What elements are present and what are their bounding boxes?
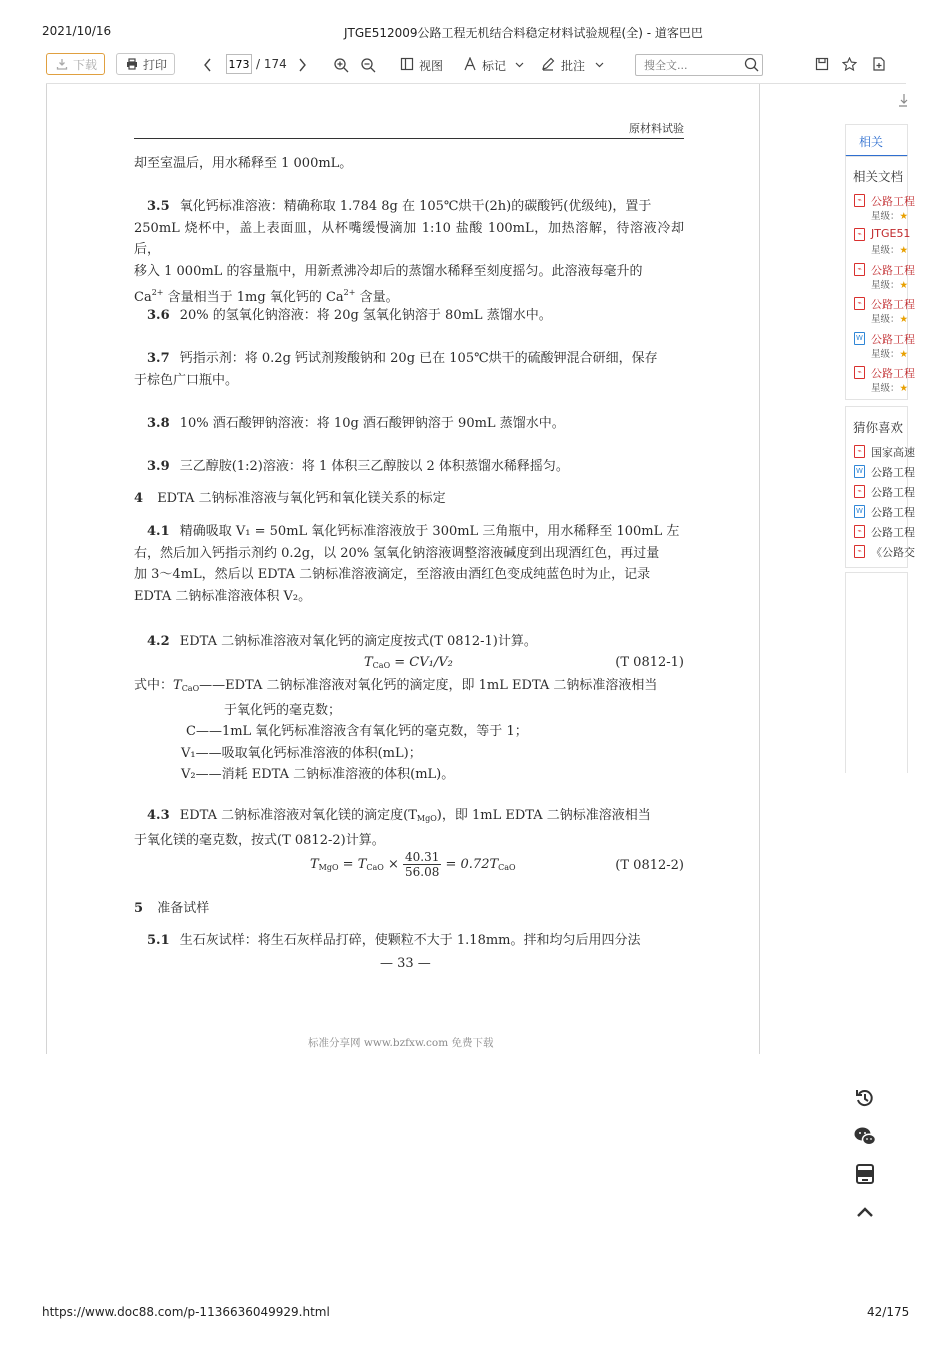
running-header: 原材料试验 — [629, 122, 684, 135]
zoom-in-icon[interactable] — [333, 57, 349, 73]
prev-page-icon[interactable] — [203, 58, 213, 72]
download-icon — [56, 58, 68, 70]
paragraph-text: C——1mL 氧化钙标准溶液含有氧化钙的毫克数，等于 1； — [186, 724, 528, 739]
rating-label: 星级： — [871, 348, 900, 360]
related-doc-link[interactable]: 公路工程 — [871, 367, 915, 380]
paragraph-4-3 — [134, 805, 684, 851]
watermark: 标准分享网 www.bzfxw.com 免费下载 — [308, 1037, 494, 1049]
paragraph-text: 钙指示剂：将 0.2g 钙试剂羧酸钠和 20g 已在 105℃烘干的硫酸钾混合研细，保存 — [179, 351, 658, 366]
clause-number: 3.8 — [147, 416, 170, 431]
page-number: — 33 — — [380, 956, 431, 971]
pdf-file-icon: ⌁ — [854, 485, 865, 498]
related-doc-link[interactable]: JTGE51 — [871, 227, 911, 241]
clause-number: 4.2 — [147, 634, 170, 649]
clause-number: 4.1 — [147, 524, 170, 539]
mark-label[interactable]: 标记 — [482, 59, 507, 73]
annotate-pen-icon[interactable] — [541, 57, 555, 71]
fraction — [403, 850, 441, 879]
star-icon: ★ — [899, 314, 909, 326]
paragraph-text: 右，然后加入钙指示剂约 0.2g，以 20% 氢氧化钠溶液调整溶液碱度到出现酒红色，再过量 — [134, 545, 660, 561]
equation-number: (T 0812-2) — [615, 858, 684, 873]
subscript: MgO — [318, 863, 339, 872]
recommended-doc-link[interactable]: 国家高速 — [871, 446, 915, 459]
search-icon[interactable] — [744, 57, 759, 72]
paragraph-text: EDTA 二钠标准溶液体积 V₂。 — [134, 588, 312, 604]
equation-t0812-2 — [310, 850, 516, 879]
favorite-star-icon[interactable] — [842, 57, 857, 72]
related-doc-link[interactable]: 公路工程 — [871, 195, 915, 208]
paragraph-3-7 — [134, 348, 684, 391]
related-doc-rating — [871, 311, 908, 325]
view-label[interactable]: 视图 — [419, 59, 444, 73]
related-doc-rating — [871, 208, 908, 222]
paragraph-text: 精确吸取 V₁ = 50mL 氧化钙标准溶液放于 300mL 三角瓶中，用水稀释至 100mL 左 — [179, 524, 680, 539]
paragraph-text: 于氧化钙的毫克数； — [224, 702, 342, 718]
related-doc-link[interactable]: 公路工程 — [871, 298, 915, 312]
equation-symbol: T — [310, 857, 319, 872]
star-icon: ★ — [899, 245, 909, 257]
word-file-icon: W — [854, 505, 865, 518]
print-page-count: 42/175 — [867, 1305, 910, 1319]
download-label: 下载 — [73, 58, 98, 72]
pdf-file-icon: ⌁ — [854, 545, 865, 558]
rating-label: 星级： — [871, 245, 900, 257]
paragraph-text: 20% 的氢氧化钠溶液：将 20g 氢氧化钠溶于 80mL 蒸馏水中。 — [179, 308, 552, 323]
equation-text: = T — [338, 857, 367, 872]
save-icon[interactable] — [815, 57, 829, 71]
paragraph-text: 加 3～4mL，然后以 EDTA 二钠标准溶液滴定，至溶液由酒红色变成纯蓝色时为止，记录 — [134, 567, 651, 582]
rating-label: 星级： — [871, 383, 900, 394]
section-title: 准备试样 — [157, 901, 210, 916]
paragraph-text: EDTA 二钠标准溶液对氧化镁的滴定度(T — [179, 808, 417, 823]
chevron-down-icon[interactable] — [515, 62, 524, 68]
related-doc-link[interactable]: 公路工程 — [871, 332, 915, 346]
paragraph-4-1 — [134, 521, 684, 607]
star-icon: ★ — [899, 383, 909, 394]
paragraph-3-6 — [134, 305, 684, 327]
recommended-doc-link[interactable]: 公路工程 — [871, 506, 915, 519]
paragraph-text: 三乙醇胺(1:2)溶液：将 1 体积三乙醇胺以 2 体积蒸馏水稀释摇匀。 — [179, 459, 569, 474]
clause-number: 3.7 — [147, 351, 170, 366]
recommended-doc-link[interactable]: 《公路交 — [871, 546, 915, 559]
paragraph-text: Ca — [134, 290, 152, 305]
equation-rhs: = CV₁/V₂ — [390, 655, 453, 670]
paragraph-text: 250mL 烧杯中，盖上表面皿，从杯嘴缓慢滴加 1:10 盐酸 100mL，加热溶解，待溶液冷却后， — [134, 220, 684, 257]
tab-related[interactable]: 相关 — [859, 135, 884, 149]
download-button[interactable] — [46, 53, 105, 75]
page-number-input[interactable] — [226, 54, 252, 74]
clause-number: 3.6 — [147, 308, 170, 323]
section-number: 4 — [134, 491, 144, 506]
printer-icon — [126, 58, 138, 70]
print-date: 2021/10/16 — [42, 24, 112, 38]
paragraph-3-9 — [134, 456, 684, 478]
equation-text: = 0.72T — [441, 857, 499, 872]
fraction-numerator: 40.31 — [405, 850, 440, 864]
wechat-icon[interactable] — [853, 1124, 877, 1148]
subscript: MgO — [416, 814, 437, 823]
paragraph-4-2 — [134, 631, 684, 653]
paragraph-text: )，即 1mL EDTA 二钠标准溶液相当 — [436, 808, 651, 823]
fraction-denominator: 56.08 — [405, 865, 440, 879]
pdf-file-icon: ⌁ — [854, 228, 865, 241]
pdf-file-icon: ⌁ — [854, 366, 865, 379]
subscript: CaO — [181, 684, 200, 693]
equation-symbol: T — [173, 678, 182, 693]
sidebar-blank-panel — [845, 572, 908, 773]
app-download-icon[interactable] — [853, 1162, 877, 1186]
pdf-file-icon: ⌁ — [854, 263, 865, 276]
section-title: EDTA 二钠标准溶液与氧化钙和氧化镁关系的标定 — [157, 491, 446, 506]
print-page-title: JTGE512009公路工程无机结合料稳定材料试验规程(全) - 道客巴巴 — [344, 26, 703, 40]
related-doc-rating — [871, 277, 908, 291]
equation-t0812-1 — [364, 655, 453, 670]
section-heading-4 — [134, 488, 446, 510]
add-document-icon[interactable] — [872, 57, 886, 71]
paragraph-text: ——EDTA 二钠标准溶液对氧化钙的滴定度，即 1mL EDTA 二钠标准溶液相当 — [199, 678, 658, 693]
subscript: CaO — [372, 661, 391, 670]
pdf-file-icon: ⌁ — [854, 445, 865, 458]
star-icon: ★ — [899, 348, 909, 360]
recommended-doc-link[interactable]: 公路工程 — [871, 466, 915, 479]
related-doc-rating — [871, 380, 908, 394]
total-pages: / 174 — [256, 57, 287, 71]
history-icon[interactable] — [853, 1086, 877, 1110]
word-file-icon: W — [854, 332, 865, 345]
word-file-icon: W — [854, 465, 865, 478]
star-icon: ★ — [899, 211, 909, 222]
where-prefix: 式中： — [134, 678, 174, 693]
superscript: 2+ — [151, 288, 164, 297]
annotate-label[interactable]: 批注 — [561, 59, 586, 73]
subscript: CaO — [498, 863, 516, 872]
paragraph-text: EDTA 二钠标准溶液对氧化钙的滴定度按式(T 0812-1)计算。 — [179, 634, 537, 649]
section-number: 5 — [134, 901, 144, 916]
recommended-doc-link[interactable]: 公路工程 — [871, 526, 915, 539]
print-label: 打印 — [143, 58, 168, 72]
clause-number: 3.9 — [147, 459, 170, 474]
chevron-down-icon[interactable] — [595, 62, 604, 68]
paragraph-text: 于棕色广口瓶中。 — [134, 372, 239, 388]
sidebar-collapse-icon[interactable] — [898, 93, 908, 107]
clause-number: 3.5 — [147, 199, 170, 214]
clause-number: 4.3 — [147, 808, 170, 823]
paragraph-text: V₂——消耗 EDTA 二钠标准溶液的体积(mL)。 — [181, 767, 455, 782]
pdf-file-icon: ⌁ — [854, 525, 865, 538]
back-to-top-icon[interactable] — [853, 1200, 877, 1224]
pdf-file-icon: ⌁ — [854, 194, 865, 207]
rating-label: 星级： — [871, 279, 900, 291]
subscript: CaO — [366, 863, 384, 872]
print-button[interactable] — [116, 53, 175, 75]
section-heading-5 — [134, 898, 209, 920]
paragraph-text: 生石灰试样：将生石灰样品打碎，使颗粒不大于 1.18mm。拌和均匀后用四分法 — [179, 933, 641, 948]
related-doc-link[interactable]: 公路工程 — [871, 263, 915, 277]
next-page-icon[interactable] — [297, 58, 307, 72]
paragraph-3-5 — [134, 196, 684, 309]
print-url: https://www.doc88.com/p-1136636049929.html — [42, 1305, 330, 1319]
equation-symbol: T — [364, 655, 373, 670]
recommended-doc-link[interactable]: 公路工程 — [871, 486, 915, 499]
where-block — [134, 675, 684, 786]
zoom-out-icon[interactable] — [360, 57, 376, 73]
guess-title: 猜你喜欢 — [853, 420, 904, 435]
related-doc-rating — [871, 346, 908, 360]
header-rule — [134, 138, 684, 139]
mark-icon[interactable] — [463, 57, 477, 71]
view-icon[interactable] — [400, 57, 414, 71]
paragraph-text: V₁——吸取氧化钙标准溶液的体积(mL)； — [181, 745, 422, 761]
equation-number: (T 0812-1) — [615, 655, 684, 670]
star-icon: ★ — [899, 279, 909, 291]
pdf-file-icon: ⌁ — [854, 297, 865, 310]
related-doc-rating — [871, 242, 908, 256]
rating-label: 星级： — [871, 211, 900, 222]
paragraph-text: 含量。 — [355, 290, 399, 305]
paragraph: 却至室温后，用水稀释至 1 000mL。 — [134, 156, 353, 171]
paragraph-text: 氧化钙标准溶液：精确称取 1.784 8g 在 105℃烘干(2h)的碳酸钙(优级纯)，置于 — [179, 199, 652, 214]
paragraph-text: 移入 1 000mL 的容量瓶中，用新煮沸冷却后的蒸馏水稀释至刻度摇匀。此溶液每毫升的 — [134, 263, 643, 279]
paragraph-text: 10% 酒石酸钾钠溶液：将 10g 酒石酸钾钠溶于 90mL 蒸馏水中。 — [179, 416, 565, 431]
paragraph-text: 含量相当于 1mg 氧化钙的 Ca — [163, 290, 344, 305]
paragraph-5-1 — [134, 930, 684, 952]
clause-number: 5.1 — [147, 933, 170, 948]
equation-text: × — [383, 857, 403, 872]
related-docs-title: 相关文档 — [853, 169, 904, 184]
superscript: 2+ — [343, 288, 356, 297]
paragraph-text: 于氧化镁的毫克数，按式(T 0812-2)计算。 — [134, 832, 385, 848]
paragraph-3-8 — [134, 413, 684, 435]
rating-label: 星级： — [871, 314, 900, 326]
